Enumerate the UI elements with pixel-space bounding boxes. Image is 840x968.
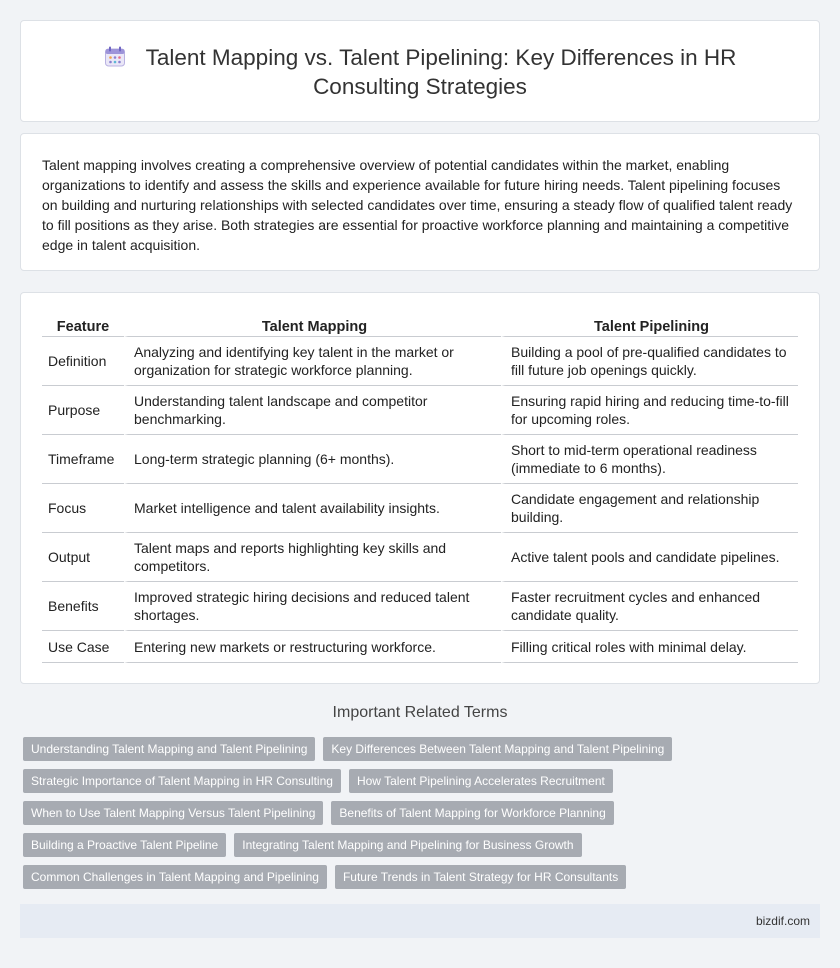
table-header-row — [42, 317, 798, 337]
row-feature: Use Case — [42, 631, 124, 663]
row-feature: Definition — [42, 337, 124, 386]
header-feature: Feature — [42, 317, 124, 337]
row-feature: Output — [42, 533, 124, 582]
header-talent-pipelining: Talent Pipelining — [501, 317, 798, 337]
header-talent-mapping: Talent Mapping — [124, 317, 501, 337]
related-term-tag[interactable]: How Talent Pipelining Accelerates Recruitment — [349, 769, 613, 793]
related-term-tag[interactable]: Strategic Importance of Talent Mapping in HR Consulting — [23, 769, 341, 793]
footer — [20, 904, 820, 938]
row-pipelining: Filling critical roles with minimal delay. — [501, 631, 798, 663]
related-term-tag[interactable]: Future Trends in Talent Strategy for HR Consultants — [335, 865, 626, 889]
row-pipelining: Short to mid-term operational readiness (immediate to 6 months). — [501, 435, 798, 484]
related-term-tag[interactable]: Benefits of Talent Mapping for Workforce Planning — [331, 801, 613, 825]
row-mapping: Entering new markets or restructuring workforce. — [124, 631, 501, 663]
calendar-icon — [104, 46, 126, 68]
related-term-tag[interactable]: When to Use Talent Mapping Versus Talent Pipelining — [23, 801, 323, 825]
table-row — [42, 582, 798, 631]
row-feature: Purpose — [42, 386, 124, 435]
page-title: Talent Mapping vs. Talent Pipelining: Key Differences in HR Consulting Strategies — [145, 45, 737, 99]
related-terms-list — [23, 737, 793, 897]
row-pipelining: Candidate engagement and relationship building. — [501, 484, 798, 533]
row-pipelining: Ensuring rapid hiring and reducing time-to-fill for upcoming roles. — [501, 386, 798, 435]
related-term-tag[interactable]: Common Challenges in Talent Mapping and Pipelining — [23, 865, 327, 889]
footer-site-link[interactable]: bizdif.com — [755, 914, 810, 928]
table-row — [42, 533, 798, 582]
related-term-tag[interactable]: Understanding Talent Mapping and Talent Pipelining — [23, 737, 315, 761]
table-row — [42, 435, 798, 484]
row-mapping: Talent maps and reports highlighting key skills and competitors. — [124, 533, 501, 582]
related-term-tag[interactable]: Building a Proactive Talent Pipeline — [23, 833, 226, 857]
row-mapping: Improved strategic hiring decisions and reduced talent shortages. — [124, 582, 501, 631]
table-row — [42, 337, 798, 386]
row-pipelining: Building a pool of pre-qualified candidates to fill future job openings quickly. — [501, 337, 798, 386]
row-mapping: Analyzing and identifying key talent in the market or organization for strategic workforce planning. — [124, 337, 501, 386]
table-row — [42, 484, 798, 533]
page-title-wrap — [21, 43, 819, 101]
row-feature: Benefits — [42, 582, 124, 631]
table-row — [42, 631, 798, 663]
row-mapping: Long-term strategic planning (6+ months). — [124, 435, 501, 484]
comparison-card — [20, 292, 820, 684]
intro-card — [20, 133, 820, 271]
comparison-table — [42, 317, 798, 663]
row-mapping: Market intelligence and talent availability insights. — [124, 484, 501, 533]
related-term-tag[interactable]: Integrating Talent Mapping and Pipelining for Business Growth — [234, 833, 581, 857]
related-terms-heading: Important Related Terms — [332, 704, 508, 721]
row-pipelining: Faster recruitment cycles and enhanced candidate quality. — [501, 582, 798, 631]
table-row — [42, 386, 798, 435]
related-term-tag[interactable]: Key Differences Between Talent Mapping and Talent Pipelining — [323, 737, 672, 761]
row-pipelining: Active talent pools and candidate pipelines. — [501, 533, 798, 582]
row-feature: Timeframe — [42, 435, 124, 484]
row-feature: Focus — [42, 484, 124, 533]
intro-paragraph: Talent mapping involves creating a comprehensive overview of potential candidates within the market, enabling organizations to identify and assess the skills and experience available for future hiring needs. Talent pipelining focuses on building and nurturing relationships with selected candidates over time, ensuring a steady flow of qualified talent ready to fill positions as they arise. Both strategies are essential for proactive workforce planning and maintaining a competitive edge in talent acquisition. — [42, 157, 793, 253]
title-card — [20, 20, 820, 122]
row-mapping: Understanding talent landscape and competitor benchmarking. — [124, 386, 501, 435]
